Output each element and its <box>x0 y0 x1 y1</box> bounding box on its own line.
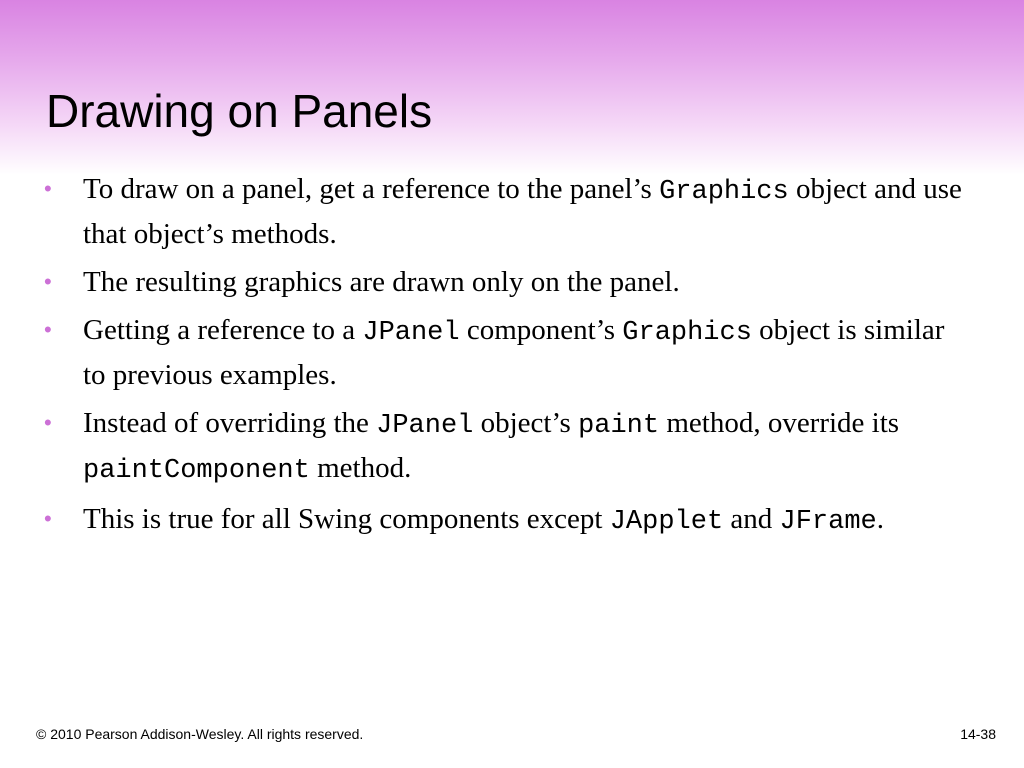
bullet-marker-icon: • <box>44 176 52 201</box>
code-term: paint <box>578 411 660 441</box>
bullet-text: . <box>876 503 884 535</box>
bullet-text: object’s <box>473 407 579 439</box>
bullet-item <box>40 261 970 303</box>
bullet-text: To draw on a panel, get a reference to the panel’s <box>83 173 660 205</box>
bullet-marker-icon: • <box>44 410 52 435</box>
bullet-text: This is true for all Swing components except <box>83 503 610 535</box>
bullet-marker-icon: • <box>44 506 52 531</box>
bullet-item <box>40 309 970 396</box>
bullet-text: method, override its <box>659 407 900 439</box>
bullet-item <box>40 168 970 255</box>
bullet-text: The resulting graphics are drawn only on the panel. <box>83 266 680 298</box>
bullet-marker-icon: • <box>44 269 52 294</box>
bullet-text: Instead of overriding the <box>83 407 377 439</box>
slide-title: Drawing on Panels <box>46 85 433 137</box>
code-term: JPanel <box>376 411 474 441</box>
footer-copyright: © 2010 Pearson Addison-Wesley. All rights reserved. <box>36 726 364 742</box>
bullet-marker-icon: • <box>44 317 52 342</box>
page-number: 14-38 <box>960 726 996 742</box>
bullet-list <box>40 168 970 549</box>
code-term: Graphics <box>622 318 752 348</box>
bullet-text: object is similar to previous examples. <box>83 314 945 391</box>
bullet-text: component’s <box>459 314 623 346</box>
bullet-item <box>40 498 970 543</box>
bullet-text: method. <box>309 452 412 484</box>
bullet-item <box>40 402 970 492</box>
code-term: JFrame <box>779 507 877 537</box>
bullet-text: object and use that object’s methods. <box>83 173 962 250</box>
code-term: JPanel <box>362 318 460 348</box>
code-term: JApplet <box>609 507 724 537</box>
code-term: Graphics <box>659 177 789 207</box>
code-term: paintComponent <box>83 456 310 486</box>
bullet-text: and <box>723 503 780 535</box>
bullet-text: Getting a reference to a <box>83 314 363 346</box>
